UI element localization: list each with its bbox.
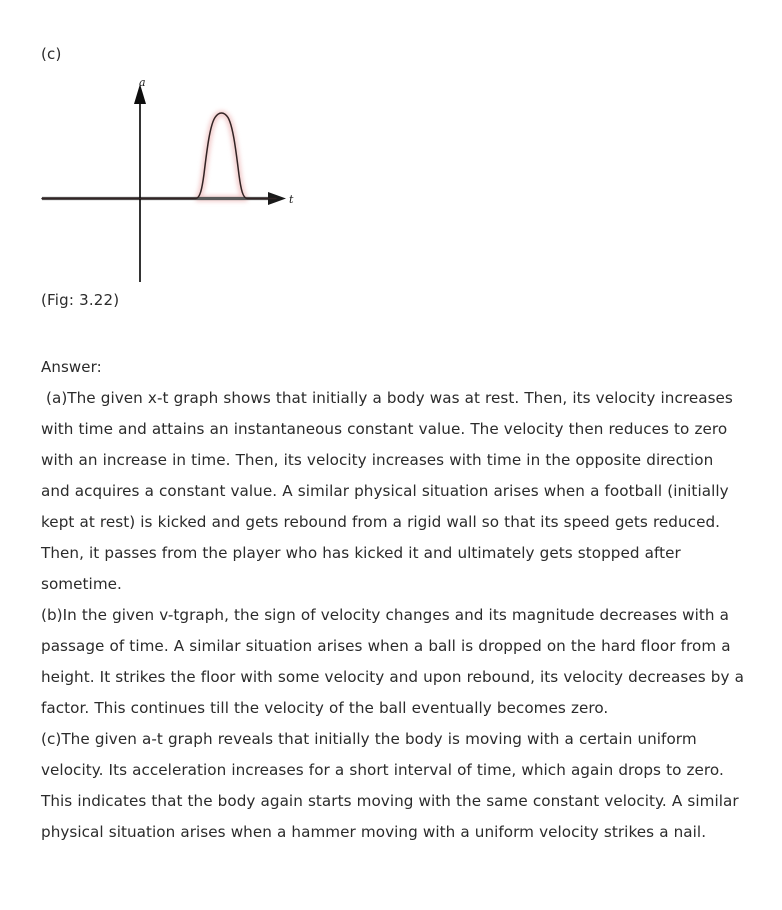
figure-part-label: (c) [41,45,62,63]
answer-heading: Answer: [41,358,102,376]
acceleration-pulse-curve [42,113,276,199]
a-axis [134,84,146,282]
answer-paragraph-b: (b)In the given v-tgraph, the sign of velocity changes and its magnitude decreases with a passage of time. A similar situation arises when a ball is dropped on the hard floor from a height. It strikes the floor with some velocity and upon rebound, its velocity decreases by a factor. This continues till the velocity of the ball eventually becomes zero. [41,606,744,717]
answer-section [41,352,747,848]
figure-caption: (Fig: 3.22) [41,291,120,309]
answer-paragraph-a: (a)The given x-t graph shows that initially a body was at rest. Then, its velocity increases with time and attains an instantaneous constant value. The velocity then reduces to zero with an increase in time. Then, its velocity increases with time in the opposite direction and acquires a constant value. A similar physical situation arises when a football (initially kept at rest) is kicked and gets rebound from a rigid wall so that its speed gets reduced. Then, it passes from the player who has kicked it and ultimately gets stopped after sometime. [41,389,733,593]
answer-paragraph-c: (c)The given a-t graph reveals that initially the body is moving with a certain uniform velocity. Its acceleration increases for a short interval of time, which again drops to zero. This indicates that the body again starts moving with the same constant velocity. A similar physical situation arises when a hammer moving with a uniform velocity strikes a nail. [41,730,739,841]
y-axis-label: a [139,76,146,89]
curve-halo [196,114,247,199]
x-axis-label: t [289,193,294,206]
acceleration-time-graph [40,70,360,295]
